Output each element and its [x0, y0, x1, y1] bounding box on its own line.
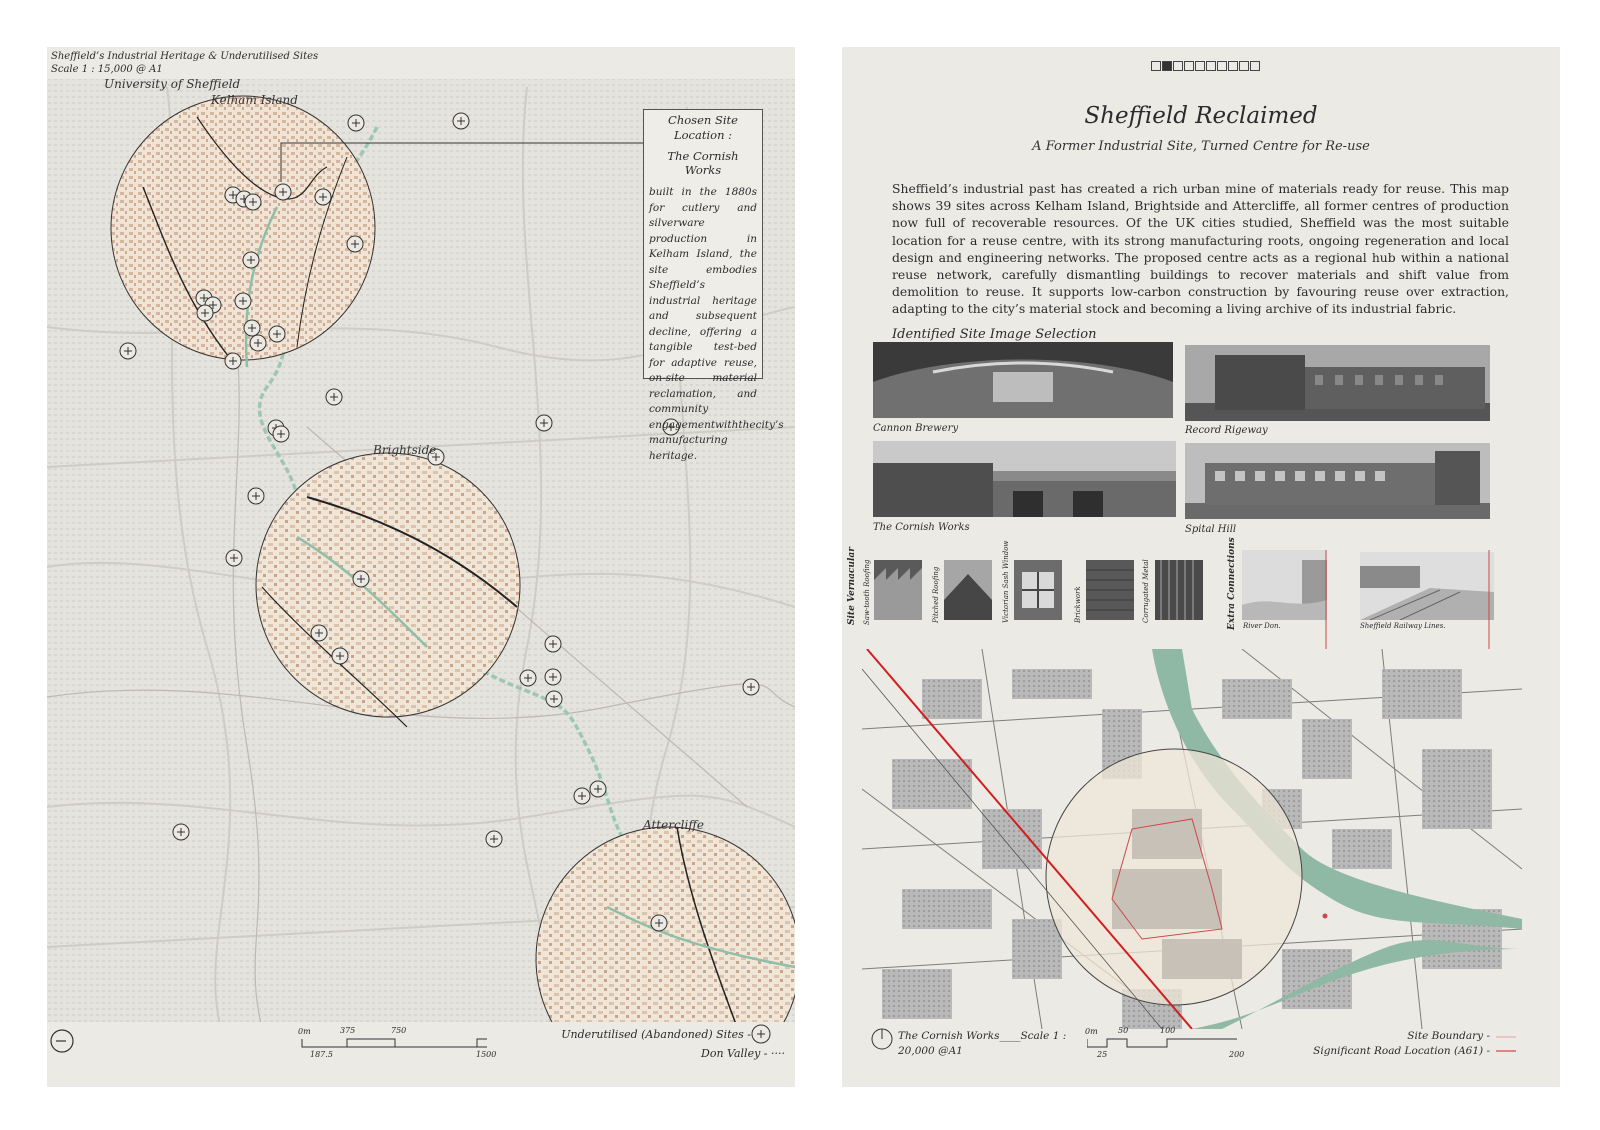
images-heading: Identified Site Image Selection	[892, 327, 1097, 342]
caption-spital-hill: Spital Hill	[1185, 524, 1237, 535]
site-marker	[651, 915, 667, 931]
site-marker	[353, 571, 369, 587]
site-marker	[574, 788, 590, 804]
site-marker	[520, 670, 536, 686]
vernacular-label-brickwork: Brickwork	[1074, 586, 1082, 623]
site-marker	[275, 184, 291, 200]
page-subtitle: A Former Industrial Site, Turned Centre for Re-use	[1032, 139, 1370, 154]
site-scale-0: 0m	[1085, 1027, 1098, 1036]
site-marker	[273, 426, 289, 442]
site-marker	[173, 824, 189, 840]
label-university: University of Sheffield	[104, 77, 241, 91]
map-title	[51, 50, 318, 76]
legend-don-valley: Don Valley - ····	[701, 1047, 785, 1060]
site-marker	[743, 679, 759, 695]
legend-sites: Underutilised (Abandoned) Sites -	[561, 1028, 751, 1041]
scale-label-375: 375	[340, 1026, 356, 1035]
site-marker	[332, 648, 348, 664]
caption-river-don: River Don.	[1243, 622, 1281, 630]
site-marker	[250, 335, 266, 351]
map-scale-line: Scale 1 : 15,000 @ A1	[51, 64, 163, 75]
site-marker	[120, 343, 136, 359]
site-marker	[225, 353, 241, 369]
caption-railway: Sheffield Railway Lines.	[1360, 622, 1446, 630]
site-marker	[486, 831, 502, 847]
callout-body: built in the 1880s for cutlery and silverware production in Kelham Island, the site embodies Sheffield’s industrial heritage and subsequent decline, offering a tangible test-bed for adaptive reuse, on-site material reclamation, and community engagementwiththecity’s manufacturing heritage.	[649, 186, 784, 462]
legend-site-boundary: Site Boundary -	[1407, 1030, 1490, 1042]
vernacular-label-pitched: Pitched Roofing	[932, 566, 940, 623]
site-marker	[546, 691, 562, 707]
caption-record-rigeway: Record Rigeway	[1185, 425, 1268, 436]
site-marker	[226, 550, 242, 566]
site-scale-25: 25	[1097, 1050, 1108, 1059]
site-marker	[269, 326, 285, 342]
site-marker	[347, 236, 363, 252]
site-scale-200: 200	[1229, 1050, 1245, 1059]
site-marker	[245, 194, 261, 210]
caption-cannon-brewery: Cannon Brewery	[873, 423, 959, 434]
intro-paragraph: Sheffield’s industrial past has created a rich urban mine of materials ready for reuse. This map shows 39 sites across Kelham Island, Brightside and Attercliffe, all former centres of production now full of recoverable resources. Of the UK cities studied, Sheffield was the most suitable location for a reuse centre, with its strong manufacturing roots, ongoing regeneration and local design and engineering networks. The proposed centre acts as a regional hub within a national reuse network, carefully dismantling buildings to recover materials and shift value from demolition to reuse. It supports low-carbon construction by favouring reuse over extraction, adapting to the city’s material stock and becoming a living archive of its industrial fabric.	[892, 181, 1509, 317]
legend-swatches	[1496, 1031, 1518, 1055]
legend-site-marker-icon	[752, 1025, 770, 1043]
label-attercliffe: Attercliffe	[643, 818, 704, 832]
left-map-panel	[47, 47, 795, 1087]
site-callout	[643, 109, 784, 462]
site-marker	[235, 293, 251, 309]
site-marker	[348, 115, 364, 131]
site-marker	[326, 389, 342, 405]
callout-heading: Chosen Site Location :	[668, 113, 738, 142]
right-info-panel	[842, 47, 1560, 1087]
scale-label-0: 0m	[298, 1027, 311, 1036]
scale-label-750: 750	[391, 1026, 407, 1035]
site-scale-100: 100	[1160, 1026, 1176, 1035]
label-brightside: Brightside	[373, 443, 437, 457]
page-title: Sheffield Reclaimed	[1084, 103, 1318, 129]
site-marker	[545, 669, 561, 685]
site-marker	[315, 189, 331, 205]
site-marker	[545, 636, 561, 652]
site-marker	[243, 252, 259, 268]
site-marker	[590, 781, 606, 797]
scale-label-187: 187.5	[310, 1050, 333, 1059]
site-marker	[453, 113, 469, 129]
callout-site-name: The Cornish Works	[667, 149, 739, 177]
site-scale-bar	[1087, 1037, 1247, 1051]
site-map-scale: 20,000 @A1	[898, 1045, 963, 1057]
north-arrow-icon	[870, 1027, 894, 1051]
site-marker	[244, 320, 260, 336]
site-map-title: The Cornish Works____Scale 1 :	[898, 1030, 1067, 1042]
vernacular-heading: Site Vernacular	[847, 547, 857, 625]
site-scale-50: 50	[1118, 1026, 1129, 1035]
legend-a61-road: Significant Road Location (A61) -	[1313, 1045, 1490, 1057]
vernacular-label-sawtooth: Saw-tooth Roofing	[863, 559, 871, 625]
caption-cornish-works: The Cornish Works	[873, 522, 970, 533]
site-marker	[311, 625, 327, 641]
label-kelham-island: Kelham Island	[211, 93, 298, 107]
connections-heading: Extra Connections	[1227, 537, 1237, 630]
site-detail-map	[862, 649, 1522, 1029]
site-marker	[248, 488, 264, 504]
map-title-line1: Sheffield’s Industrial Heritage & Underutilised Sites	[51, 51, 319, 62]
scale-label-1500: 1500	[476, 1050, 497, 1059]
vernacular-label-sash-window: Victorian Sash Window	[1002, 540, 1010, 623]
site-marker	[197, 305, 213, 321]
site-marker	[536, 415, 552, 431]
vernacular-label-corrugated: Corrugated Metal	[1142, 559, 1150, 623]
